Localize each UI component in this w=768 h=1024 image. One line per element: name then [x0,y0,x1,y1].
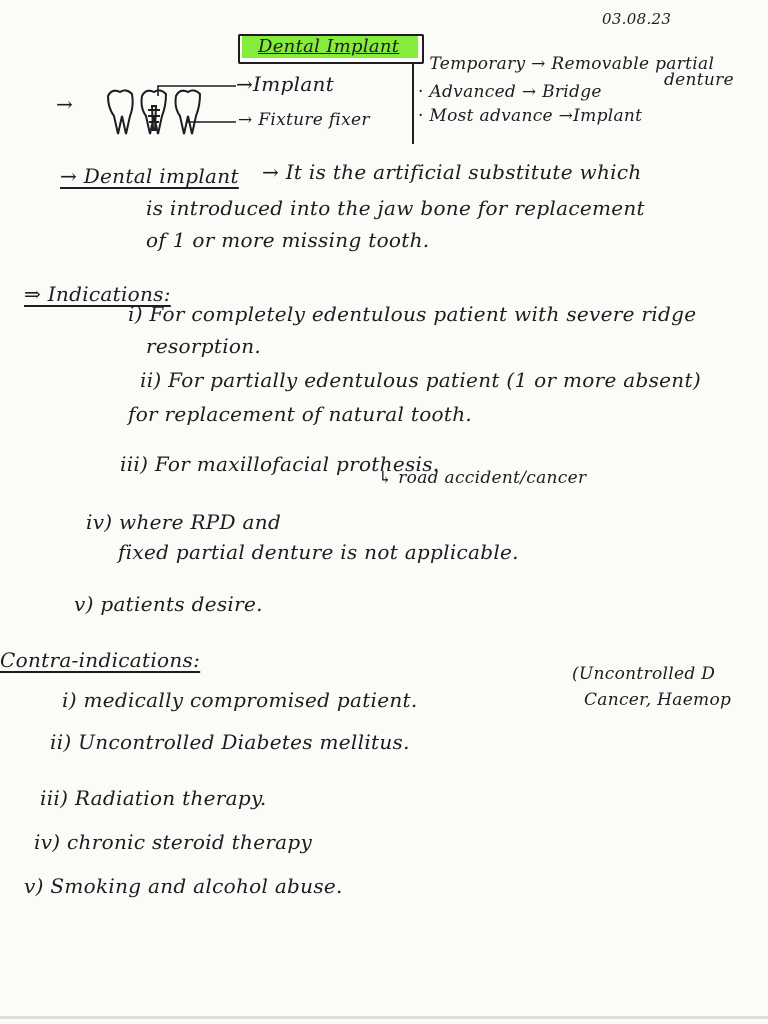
contra-note-line-1: (Uncontrolled D [572,664,716,684]
indication-1-line-2: resorption. [146,334,262,358]
indication-4-line-2: fixed partial denture is not applicable. [118,540,519,564]
indication-5-line-1: v) patients desire. [74,592,263,616]
contra-note-line-2: Cancer, Haemop [584,690,732,710]
contra-indication-4: iv) chronic steroid therapy [34,830,313,854]
definition-line-2: is introduced into the jaw bone for replacement [146,196,645,220]
label-fixture: → Fixture fixer [238,110,370,130]
type-temporary-cont: denture [664,70,734,90]
indication-3-line-2: ↳ road accident/cancer [378,468,587,488]
page-title: Dental Implant [258,36,400,57]
indications-heading: ⇒ Indications: [24,282,171,306]
definition-line-1: → It is the artificial substitute which [262,160,642,184]
date: 03.08.23 [602,10,672,28]
indication-2-line-1: ii) For partially edentulous patient (1 or more absent) [140,368,701,392]
diagram-leader-lines [156,78,240,128]
indication-1-line-1: i) For completely edentulous patient with severe ridge [128,302,697,326]
definition-term: → Dental implant [60,164,239,188]
indication-4-line-1: iv) where RPD and [86,510,282,534]
indication-3-line-1: iii) For maxillofacial prothesis. [120,452,440,476]
contra-indications-heading: Contra-indications: [0,648,201,672]
type-most-advanced: · Most advance →Implant [418,106,643,126]
type-advanced: · Advanced → Bridge [418,82,602,102]
contra-indication-1: i) medically compromised patient. [62,688,418,712]
page-bottom-edge [0,1016,768,1019]
contra-indication-5: v) Smoking and alcohol abuse. [24,874,343,898]
contra-indication-3: iii) Radiation therapy. [40,786,267,810]
arrow-mark: → [56,92,74,116]
label-implant: →Implant [236,72,335,96]
definition-line-3: of 1 or more missing tooth. [146,228,430,252]
type-temporary: · Temporary → Removable partial [418,54,715,74]
types-brace [412,62,420,144]
indication-2-line-2: for replacement of natural tooth. [128,402,473,426]
contra-indication-2: ii) Uncontrolled Diabetes mellitus. [50,730,410,754]
